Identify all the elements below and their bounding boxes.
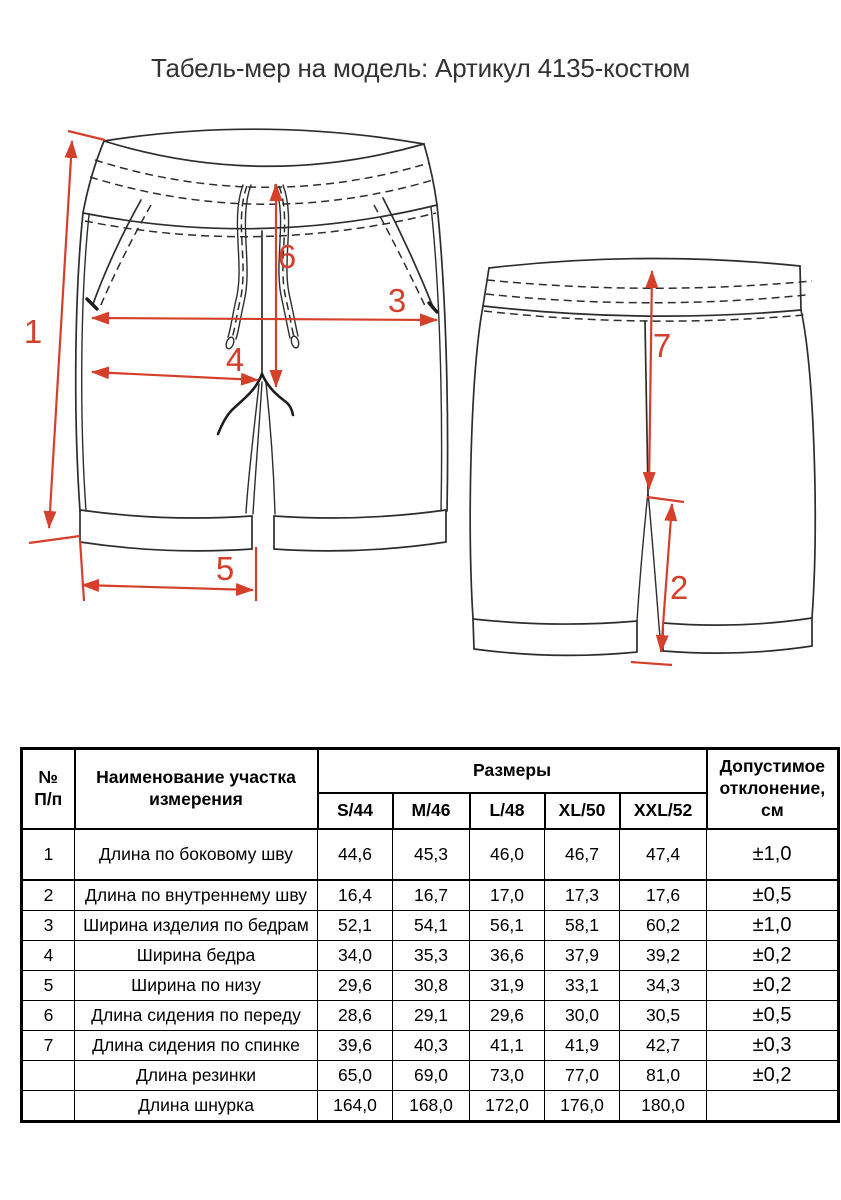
- col-header-sizes-group: Размеры: [318, 749, 707, 794]
- cell-tolerance: ±0,2: [707, 971, 839, 1001]
- cell-value: 16,7: [393, 880, 470, 911]
- col-header-num: [22, 749, 75, 830]
- cell-tolerance: ±0,2: [707, 1061, 839, 1091]
- back-view-drawing: [460, 245, 840, 675]
- table-row: [22, 1091, 839, 1122]
- cell-tolerance: ±1,0: [707, 911, 839, 941]
- cell-value: 29,1: [393, 1001, 470, 1031]
- cell-value: 52,1: [318, 911, 393, 941]
- front-view-drawing: [15, 110, 460, 650]
- cell-value: 41,1: [470, 1031, 545, 1061]
- table-row: [22, 941, 839, 971]
- cell-value: 180,0: [620, 1091, 707, 1122]
- back-waistband: [483, 258, 812, 321]
- cell-value: 45,3: [393, 829, 470, 880]
- cell-value: 31,9: [470, 971, 545, 1001]
- front-waistband: [83, 129, 437, 236]
- table-row: [22, 880, 839, 911]
- cell-value: 42,7: [620, 1031, 707, 1061]
- table-row: [22, 1031, 839, 1061]
- col-header-size-m: M/46: [393, 793, 470, 829]
- cell-value: 56,1: [470, 911, 545, 941]
- drawstring-left: [225, 185, 251, 350]
- col-header-num-line1: №: [38, 767, 58, 788]
- dim-label-7: 7: [652, 327, 672, 364]
- cell-value: 54,1: [393, 911, 470, 941]
- cell-value: 34,0: [318, 941, 393, 971]
- cell-value: 164,0: [318, 1091, 393, 1122]
- cell-tolerance: ±0,2: [707, 941, 839, 971]
- cell-num: [22, 1061, 75, 1091]
- cell-name: Длина сидения по переду: [75, 1001, 318, 1031]
- cell-name: Длина по боковому шву: [75, 829, 318, 880]
- cell-value: 73,0: [470, 1061, 545, 1091]
- cell-value: 39,6: [318, 1031, 393, 1061]
- cell-name: Ширина по низу: [75, 971, 318, 1001]
- cell-name: Длина шнурка: [75, 1091, 318, 1122]
- measurement-table: [20, 747, 840, 1123]
- cell-value: 28,6: [318, 1001, 393, 1031]
- cell-value: 46,0: [470, 829, 545, 880]
- cell-value: 35,3: [393, 941, 470, 971]
- drawstring-knot: [218, 374, 293, 434]
- cell-value: 29,6: [470, 1001, 545, 1031]
- cell-name: Ширина бедра: [75, 941, 318, 971]
- cell-value: 37,9: [545, 941, 620, 971]
- cell-tolerance: [707, 1091, 839, 1122]
- cell-value: 29,6: [318, 971, 393, 1001]
- dim-label-6: 6: [277, 238, 297, 275]
- cell-value: 172,0: [470, 1091, 545, 1122]
- col-header-tolerance: Допустимое отклонение, см: [707, 749, 839, 830]
- cell-value: 30,5: [620, 1001, 707, 1031]
- cell-num: 2: [22, 880, 75, 911]
- cell-num: 1: [22, 829, 75, 880]
- cell-value: 36,6: [470, 941, 545, 971]
- dim-label-3: 3: [387, 282, 407, 319]
- page-title: Табель-мер на модель: Артикул 4135-костюм: [150, 53, 691, 83]
- cell-value: 17,0: [470, 880, 545, 911]
- cell-num: [22, 1091, 75, 1122]
- back-cuffs: [473, 618, 812, 655]
- cell-value: 40,3: [393, 1031, 470, 1061]
- col-header-num-line2: П/п: [34, 789, 63, 809]
- cell-value: 44,6: [318, 829, 393, 880]
- cell-value: 30,0: [545, 1001, 620, 1031]
- cell-value: 168,0: [393, 1091, 470, 1122]
- cell-name: Ширина изделия по бедрам: [75, 911, 318, 941]
- cell-value: 17,6: [620, 880, 707, 911]
- table-row: [22, 911, 839, 941]
- table-row: [22, 829, 839, 880]
- col-header-size-xl: XL/50: [545, 793, 620, 829]
- back-body: [470, 306, 815, 650]
- col-header-size-xxl: XXL/52: [620, 793, 707, 829]
- table-row: [22, 1061, 839, 1091]
- cell-tolerance: ±1,0: [707, 829, 839, 880]
- cell-value: 60,2: [620, 911, 707, 941]
- cell-num: 4: [22, 941, 75, 971]
- cell-value: 81,0: [620, 1061, 707, 1091]
- col-header-name: Наименование участка измерения: [75, 749, 318, 830]
- cell-value: 16,4: [318, 880, 393, 911]
- cell-value: 30,8: [393, 971, 470, 1001]
- cell-value: 65,0: [318, 1061, 393, 1091]
- dim-label-2: 2: [669, 569, 689, 606]
- cell-value: 17,3: [545, 880, 620, 911]
- cell-tolerance: ±0,3: [707, 1031, 839, 1061]
- front-body: [76, 205, 448, 514]
- cell-value: 41,9: [545, 1031, 620, 1061]
- header-row-top: [22, 749, 839, 794]
- cell-num: 5: [22, 971, 75, 1001]
- dim-label-4: 4: [225, 341, 245, 378]
- cell-value: 33,1: [545, 971, 620, 1001]
- cell-name: Длина сидения по спинке: [75, 1031, 318, 1061]
- back-dimensions: [631, 271, 688, 665]
- cell-value: 176,0: [545, 1091, 620, 1122]
- dim-label-5: 5: [215, 550, 235, 587]
- cell-value: 77,0: [545, 1061, 620, 1091]
- cell-value: 58,1: [545, 911, 620, 941]
- cell-value: 39,2: [620, 941, 707, 971]
- cell-num: 6: [22, 1001, 75, 1031]
- cell-tolerance: ±0,5: [707, 1001, 839, 1031]
- cell-value: 69,0: [393, 1061, 470, 1091]
- cell-value: 34,3: [620, 971, 707, 1001]
- dim-label-1: 1: [23, 313, 43, 350]
- col-header-size-l: L/48: [470, 793, 545, 829]
- cell-tolerance: ±0,5: [707, 880, 839, 911]
- cell-num: 3: [22, 911, 75, 941]
- table-row: [22, 971, 839, 1001]
- cell-value: 47,4: [620, 829, 707, 880]
- cell-num: 7: [22, 1031, 75, 1061]
- front-cuffs: [80, 510, 446, 551]
- cell-name: Длина резинки: [75, 1061, 318, 1091]
- col-header-size-s: S/44: [318, 793, 393, 829]
- table-row: [22, 1001, 839, 1031]
- cell-name: Длина по внутреннему шву: [75, 880, 318, 911]
- cell-value: 46,7: [545, 829, 620, 880]
